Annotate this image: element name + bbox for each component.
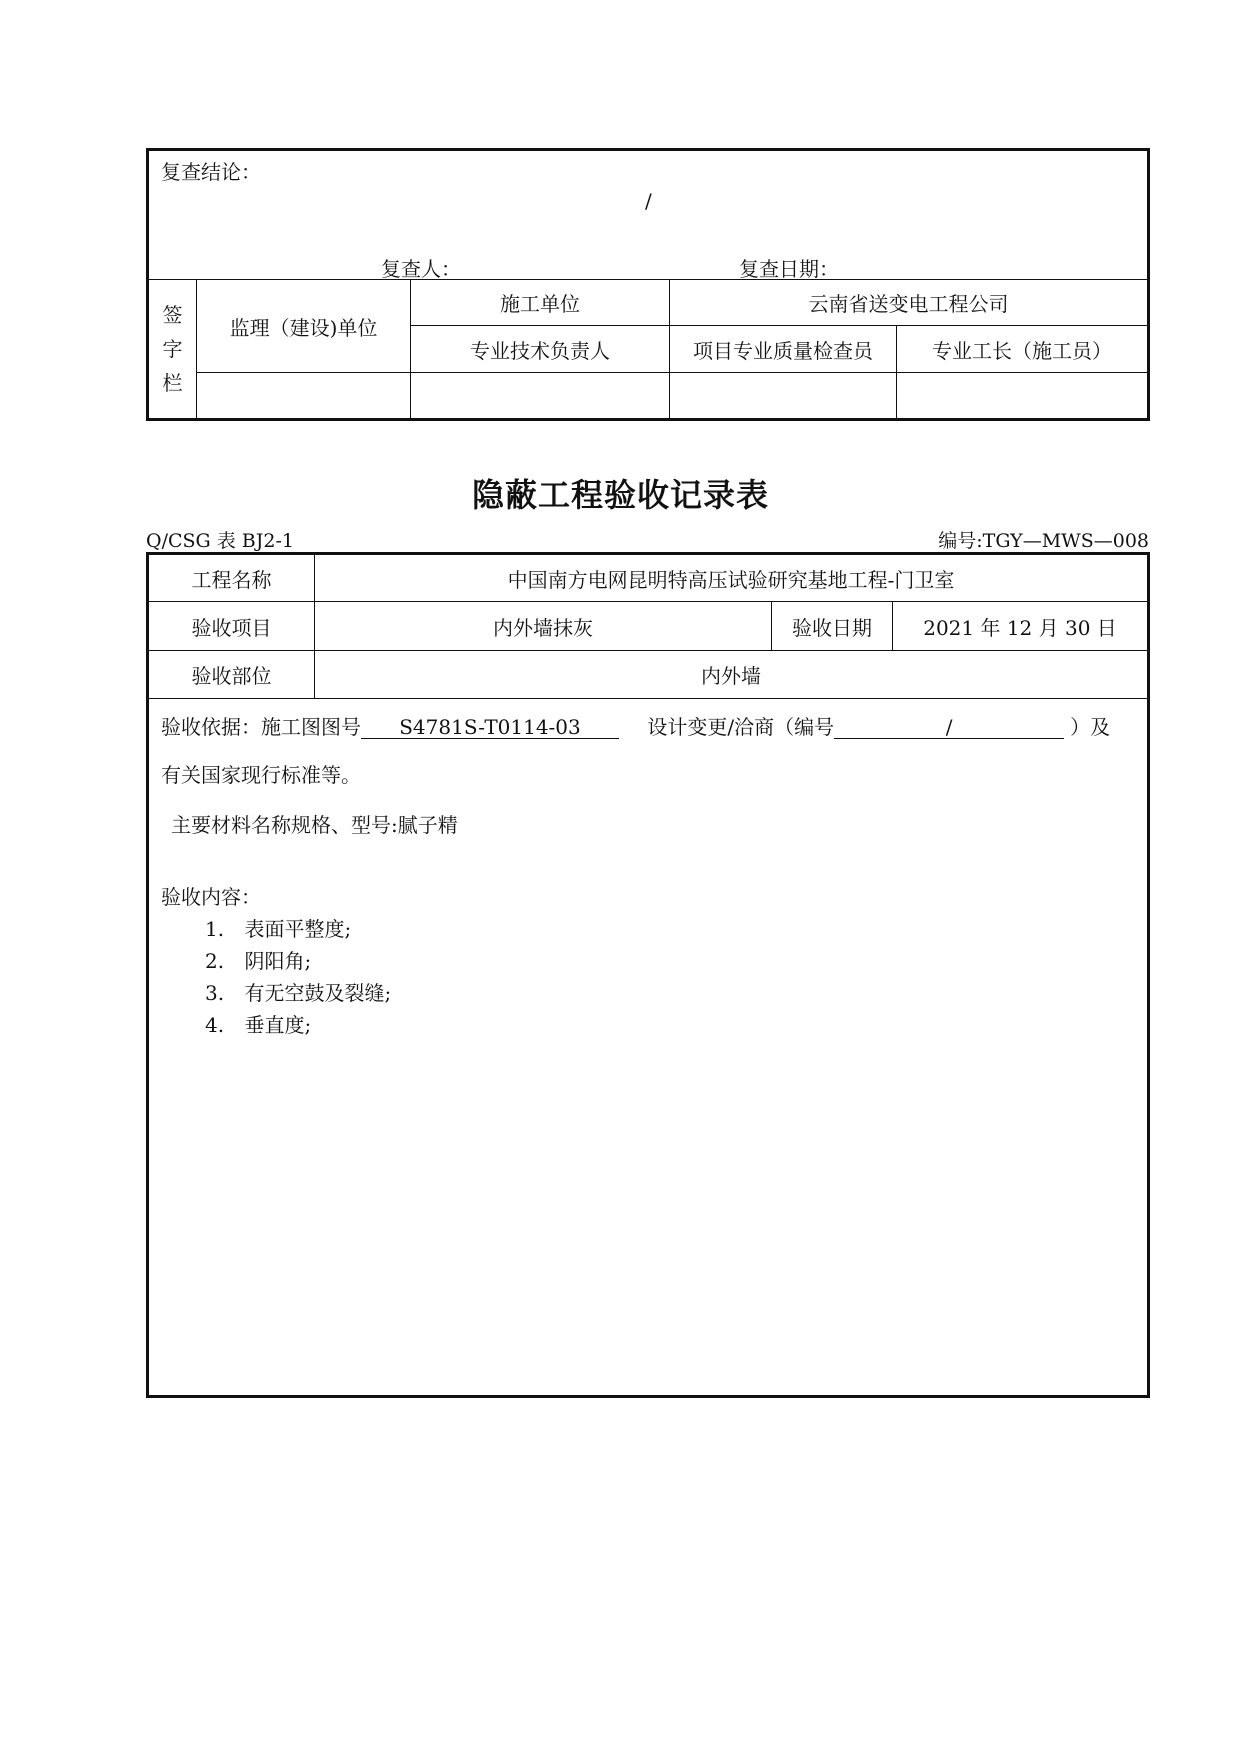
review-table: [146, 148, 1150, 421]
acceptance-item-label: 验收项目: [148, 602, 315, 651]
list-item-text: 有无空鼓及裂缝;: [244, 981, 392, 1005]
list-item: [205, 977, 391, 1006]
form-title: 隐蔽工程验收记录表: [471, 476, 769, 514]
list-item-number: 1.: [205, 917, 225, 941]
change-number: /: [834, 716, 1064, 739]
signature-section-label: [148, 280, 197, 420]
signature-char: 签: [162, 303, 183, 327]
acceptance-date-value: 2021 年 12 月 30 日: [893, 602, 1149, 651]
review-conclusion-cell: [148, 150, 1149, 280]
review-conclusion-value: /: [645, 189, 652, 213]
content-label: 验收内容：: [161, 885, 261, 909]
reviewer-label: 复查人：: [381, 257, 461, 281]
acceptance-table: [146, 552, 1150, 1398]
basis-line: [161, 711, 1110, 740]
basis-line-2: 有关国家现行标准等。: [161, 763, 361, 787]
quality-inspector-label: 项目专业质量检查员: [670, 326, 897, 373]
list-item: [205, 1009, 311, 1038]
foreman-signature-cell: [897, 373, 1149, 420]
basis-label: 验收依据：施工图图号: [161, 715, 361, 739]
supervision-signature-cell: [197, 373, 411, 420]
materials-line: 主要材料名称规格、型号:腻子精: [171, 813, 458, 837]
list-item-number: 3.: [205, 981, 225, 1005]
acceptance-location-value: 内外墙: [315, 651, 1149, 699]
signature-char: 字: [162, 337, 183, 361]
acceptance-body: [148, 699, 1149, 1397]
foreman-label: 专业工长（施工员）: [897, 326, 1149, 373]
acceptance-item-value: 内外墙抹灰: [315, 602, 772, 651]
list-item-text: 垂直度;: [244, 1013, 312, 1037]
supervision-unit-label: 监理（建设)单位: [197, 280, 411, 373]
basis-suffix: ）及: [1070, 715, 1111, 739]
list-item-text: 阴阳角;: [244, 949, 312, 973]
tech-lead-label: 专业技术负责人: [411, 326, 670, 373]
acceptance-date-label: 验收日期: [772, 602, 893, 651]
construction-unit-label: 施工单位: [411, 280, 670, 326]
standard-code: Q/CSG 表 BJ2-1: [146, 530, 294, 552]
change-label: 设计变更/洽商（编号: [647, 715, 835, 739]
review-date-label: 复查日期：: [739, 257, 839, 281]
review-conclusion-label: 复查结论：: [161, 160, 261, 184]
quality-inspector-signature-cell: [670, 373, 897, 420]
serial-number: 编号:TGY—MWS—008: [938, 530, 1149, 552]
list-item-number: 2.: [205, 949, 225, 973]
signature-char: 栏: [162, 371, 183, 395]
list-item: [205, 913, 351, 942]
drawing-number: S4781S-T0114-03: [361, 716, 619, 739]
project-name-label: 工程名称: [148, 554, 315, 602]
list-item-number: 4.: [205, 1013, 225, 1037]
construction-unit-value: 云南省送变电工程公司: [670, 280, 1149, 326]
tech-lead-signature-cell: [411, 373, 670, 420]
list-item-text: 表面平整度;: [244, 917, 352, 941]
list-item: [205, 945, 311, 974]
project-name-value: 中国南方电网昆明特高压试验研究基地工程-门卫室: [315, 554, 1149, 602]
acceptance-location-label: 验收部位: [148, 651, 315, 699]
